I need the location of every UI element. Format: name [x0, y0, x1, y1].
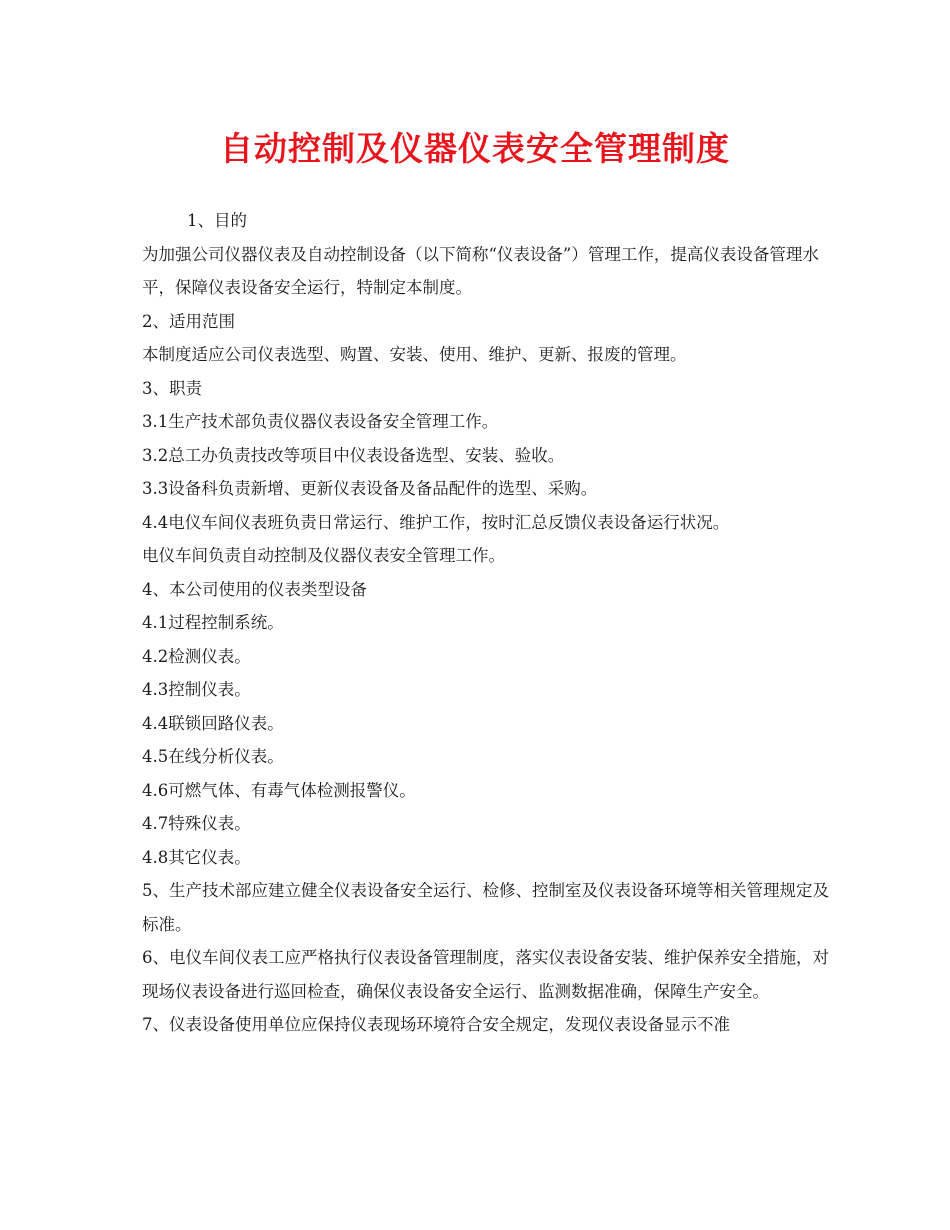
responsibility-item: 3.3设备科负责新增、更新仪表设备及备品配件的选型、采购。 [142, 479, 598, 498]
purpose-text: 为加强公司仪器仪表及自动控制设备（以下简称“仪表设备”）管理工作，提高仪表设备管理水平，保障仪表设备安全运行，特制定本制度。 [142, 244, 819, 297]
document-title: 自动控制及仪器仪表安全管理制度 [220, 129, 730, 168]
responsibility-item: 4.4电仪车间仪表班负责日常运行、维护工作，按时汇总反馈仪表设备运行状况。 [142, 512, 730, 532]
responsibility-item: 3.1生产技术部负责仪器仪表设备安全管理工作。 [142, 412, 499, 431]
instrument-type-item: 4.2检测仪表。 [142, 646, 251, 666]
instrument-type-item: 4.5在线分析仪表。 [142, 747, 284, 766]
instrument-type-item: 4.7特殊仪表。 [142, 814, 251, 833]
responsibility-item: 电仪车间负责自动控制及仪器仪表安全管理工作。 [142, 546, 505, 565]
section-heading-scope: 2、适用范围 [142, 311, 235, 331]
section-7-text: 7、仪表设备使用单位应保持仪表现场环境符合安全规定，发现仪表设备显示不准 [142, 1015, 730, 1034]
scope-text: 本制度适应公司仪表选型、购置、安装、使用、维护、更新、报废的管理。 [142, 345, 687, 364]
section-6-text: 6、电仪车间仪表工应严格执行仪表设备管理制度，落实仪表设备安装、维护保养安全措施，对现场仪表设备进行巡回检查，确保仪表设备安全运行、监测数据准确，保障生产安全。 [142, 948, 829, 1001]
responsibility-item: 3.2总工办负责技改等项目中仪表设备选型、安装、验收。 [142, 445, 565, 465]
instrument-type-item: 4.8其它仪表。 [142, 847, 251, 867]
instrument-type-item: 4.1过程控制系统。 [142, 613, 284, 632]
section-5-text: 5、生产技术部应建立健全仪表设备安全运行、检修、控制室及仪表设备环境等相关管理规定及标准。 [142, 881, 829, 934]
instrument-type-item: 4.3控制仪表。 [142, 680, 251, 699]
section-heading-responsibilities: 3、职责 [142, 378, 202, 398]
section-heading-instrument-types: 4、本公司使用的仪表类型设备 [142, 579, 367, 599]
instrument-type-item: 4.4联锁回路仪表。 [142, 713, 284, 733]
instrument-type-item: 4.6可燃气体、有毒气体检测报警仪。 [142, 780, 416, 800]
document-body [142, 204, 832, 1042]
section-heading-purpose: 1、目的 [187, 211, 247, 230]
